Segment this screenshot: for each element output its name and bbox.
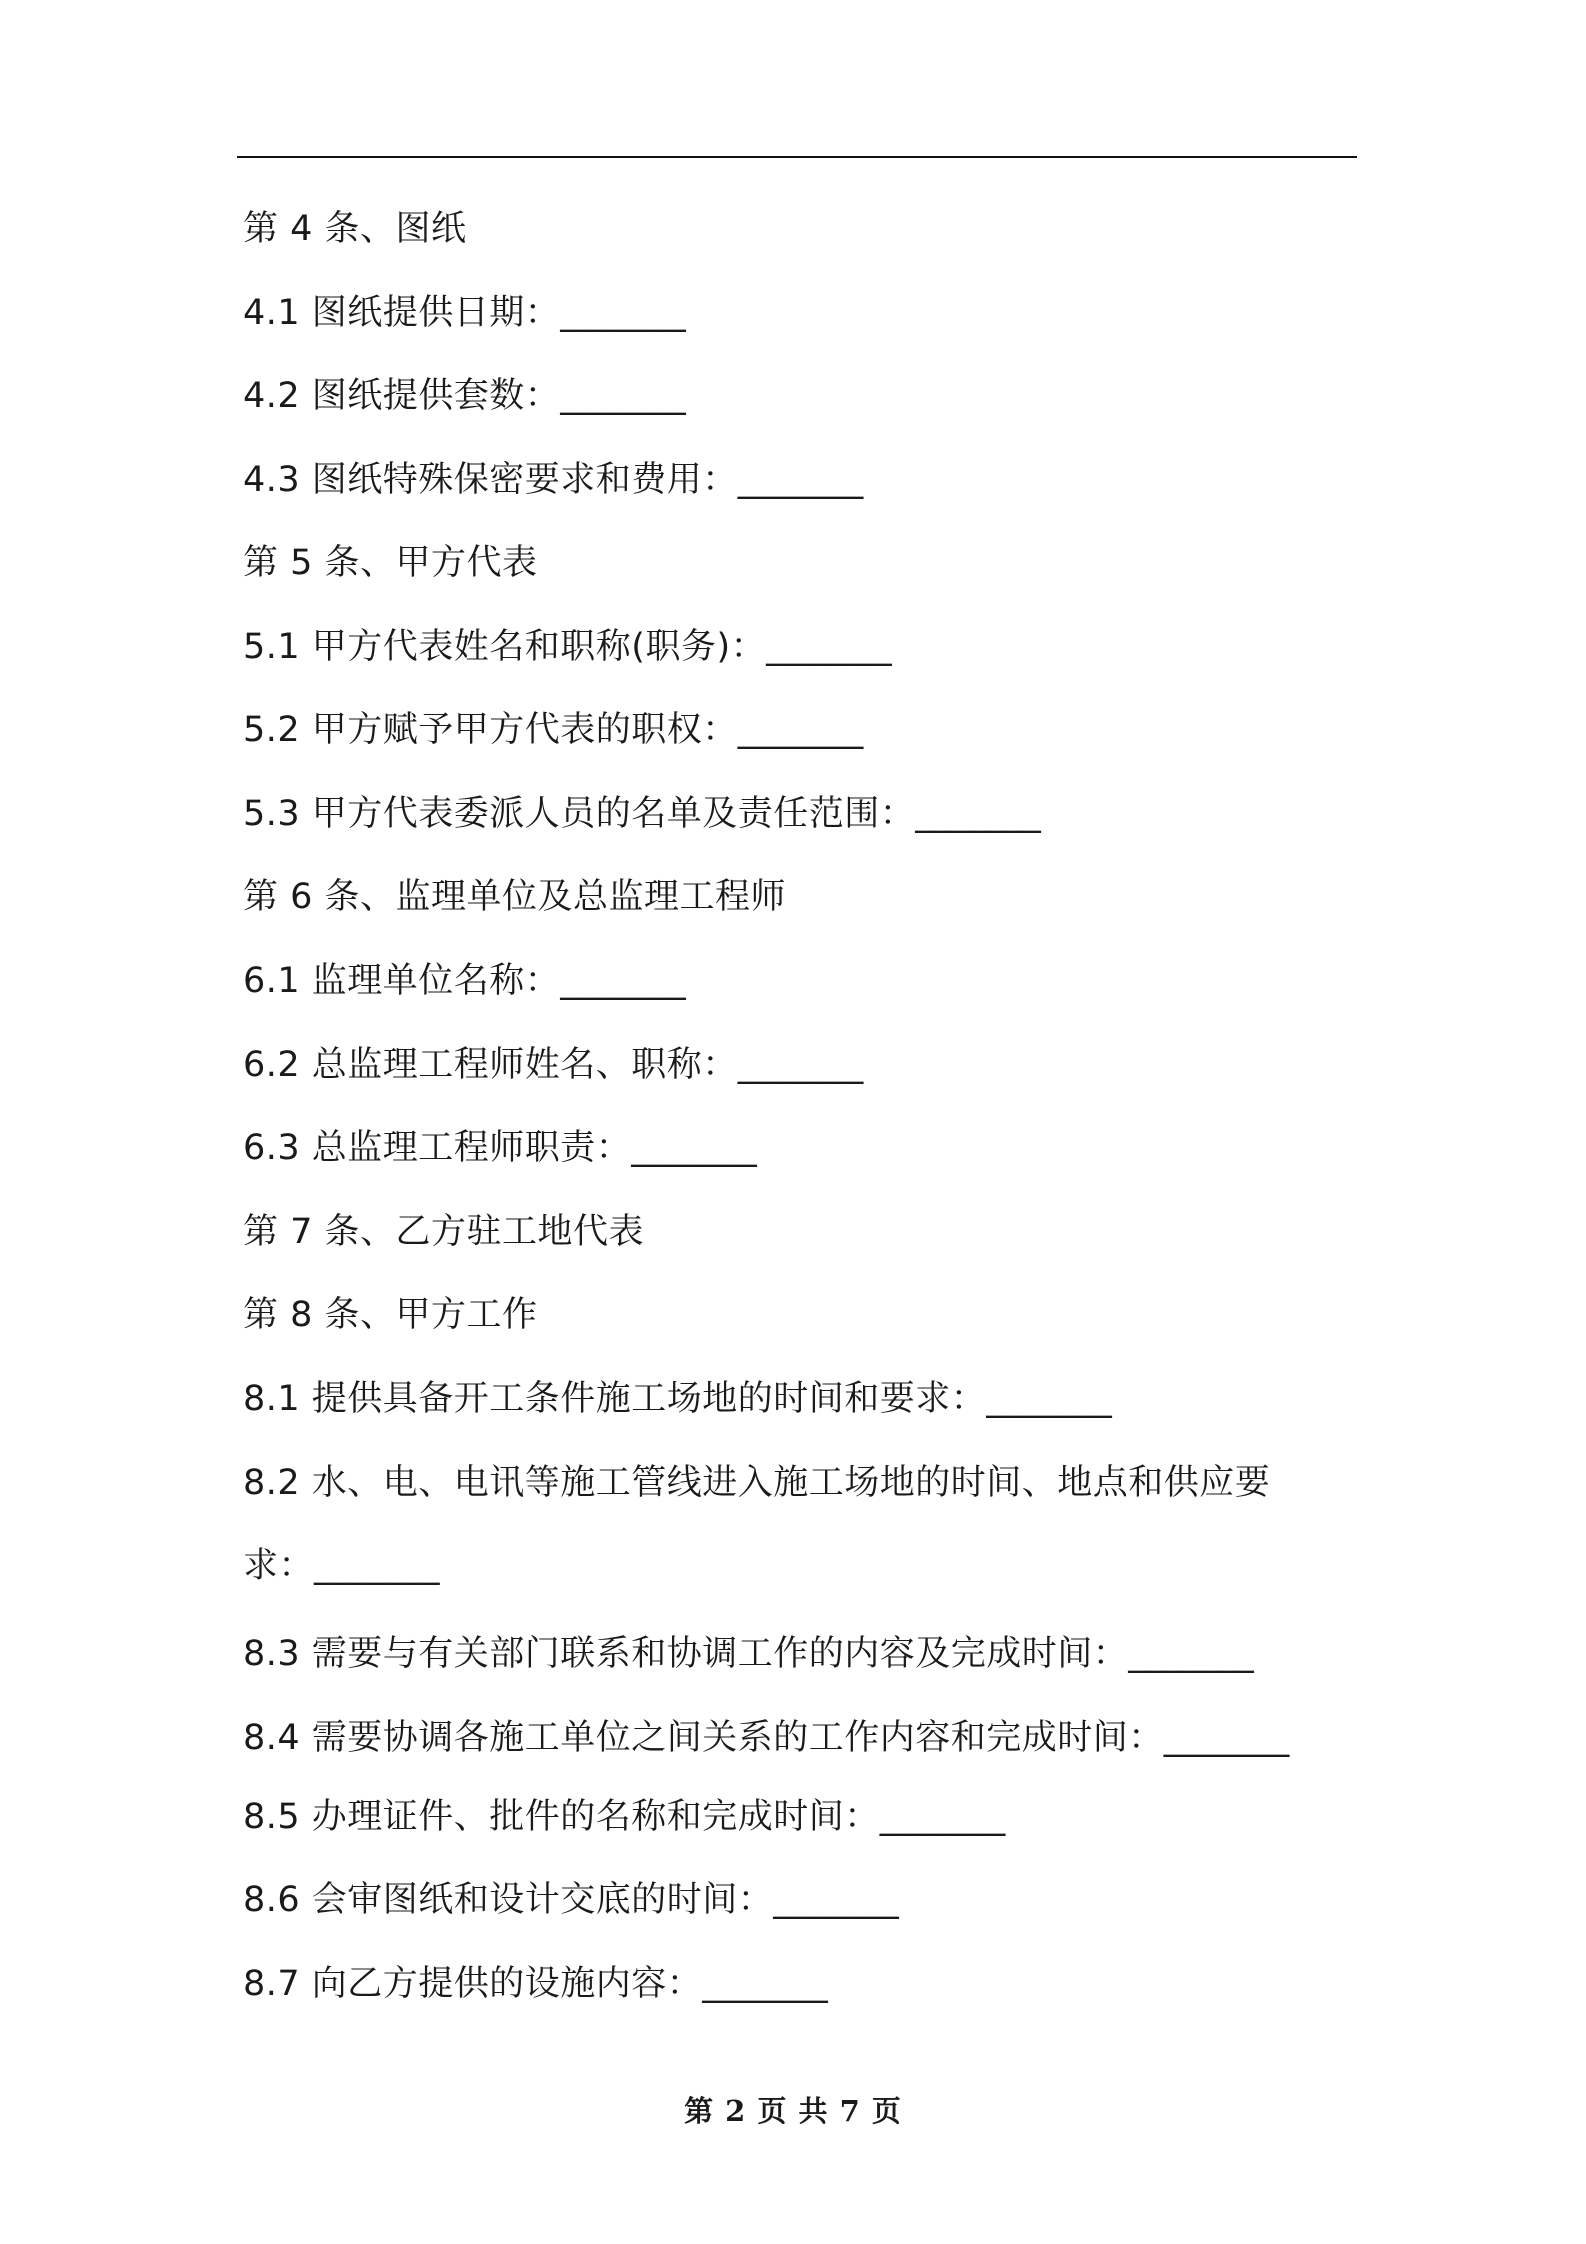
section-heading: 第 7 条、乙方驻工地代表: [243, 1212, 645, 1252]
header-rule: [237, 156, 1357, 158]
clause-line: 5.1 甲方代表姓名和职称(职务)：_______: [243, 627, 893, 667]
section-heading: 第 5 条、甲方代表: [243, 543, 538, 583]
section-heading: 第 8 条、甲方工作: [243, 1295, 538, 1335]
clause-line: 5.2 甲方赋予甲方代表的职权：_______: [243, 710, 864, 750]
clause-line: 6.1 监理单位名称：_______: [243, 961, 687, 1001]
clause-line: 8.4 需要协调各施工单位之间关系的工作内容和完成时间：_______: [243, 1718, 1290, 1758]
clause-line: 4.3 图纸特殊保密要求和费用：_______: [243, 460, 864, 500]
section-heading: 第 4 条、图纸: [243, 209, 467, 249]
clause-line: 8.5 办理证件、批件的名称和完成时间：_______: [243, 1797, 1006, 1837]
clause-line: 8.7 向乙方提供的设施内容：_______: [243, 1964, 829, 2004]
clause-line: 8.6 会审图纸和设计交底的时间：_______: [243, 1880, 900, 1920]
clause-line: 8.2 水、电、电讯等施工管线进入施工场地的时间、地点和供应要: [243, 1463, 1271, 1503]
clause-line-continuation: 求：_______: [243, 1546, 441, 1586]
section-heading: 第 6 条、监理单位及总监理工程师: [243, 877, 787, 917]
clause-line: 4.1 图纸提供日期：_______: [243, 293, 687, 333]
clause-line: 8.1 提供具备开工条件施工场地的时间和要求：_______: [243, 1379, 1113, 1419]
clause-line: 6.2 总监理工程师姓名、职称：_______: [243, 1045, 864, 1085]
clause-line: 5.3 甲方代表委派人员的名单及责任范围：_______: [243, 794, 1042, 834]
clause-line: 6.3 总监理工程师职责：_______: [243, 1128, 758, 1168]
clause-line: 8.3 需要与有关部门联系和协调工作的内容及完成时间：_______: [243, 1634, 1255, 1674]
page-number-footer: 第 2 页 共 7 页: [684, 2094, 902, 2128]
clause-line: 4.2 图纸提供套数：_______: [243, 376, 687, 416]
